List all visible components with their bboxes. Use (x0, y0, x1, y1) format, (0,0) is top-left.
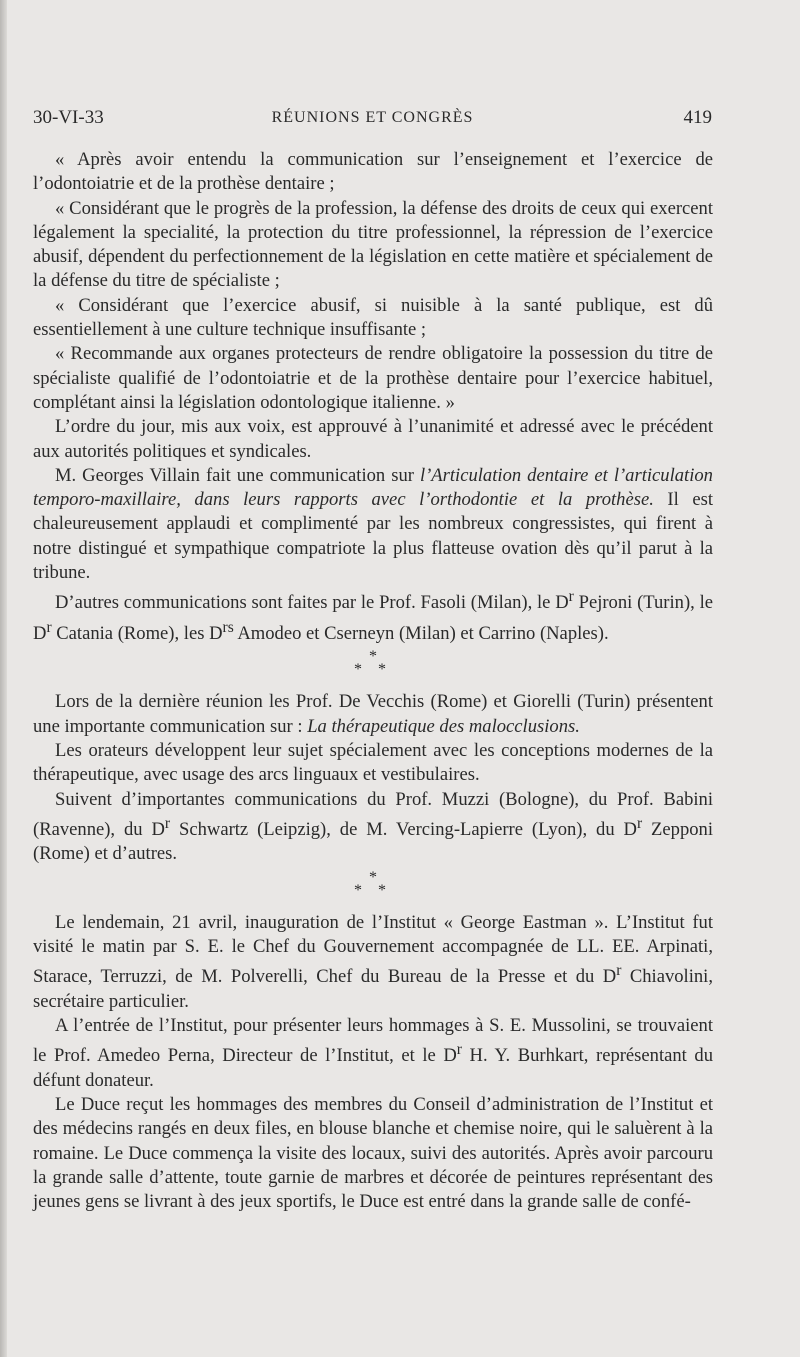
paragraph: « Après avoir entendu la communication sur l’enseignement et l’exercice de l’odontoiatrie et de la prothèse dentaire ; (33, 149, 713, 195)
text: Il est chaleureusement applaudi et complimenté par les nombreux congressistes, qui firent à notre distingué et sympathique compatriote la plus flatteuse ovation dès qu’il parut à la tribune. (33, 489, 713, 584)
asterism-top: * (369, 648, 377, 666)
page-body (33, 148, 713, 1215)
superscript: r (568, 588, 574, 606)
page-number: 419 (683, 107, 712, 128)
text: Catania (Rome), les D (51, 623, 223, 645)
paragraph-villain (33, 464, 713, 585)
text: Le lendemain, 21 avril, inauguration de l’Institut « George Eastman ». L’Institut fut visité le matin par S. E. le Chef du Gouvernement accompagnée de LL. EE. Arpinati, Starace, Terruzzi, de M. Polverelli, Chef du Bureau de la Presse et du D (33, 911, 713, 988)
superscript: r (46, 618, 52, 636)
asterism-bottom: * * (354, 661, 392, 679)
paragraph: « Considérant que l’exercice abusif, si nuisible à la santé publique, est dû essentiellement à une culture technique insuffisante ; (33, 294, 713, 341)
article-title: La thérapeutique des malocclusions. (307, 715, 580, 737)
paragraph: « Recommande aux organes protecteurs de rendre obligatoire la possession du titre de spécialiste qualifié de l’odontoiatrie et de la prothèse dentaire pour l’exercice habituel, complétant ainsi la législation odontologique italienne. » (33, 343, 713, 413)
paragraph: Les orateurs développent leur sujet spécialement avec les conceptions modernes de la thérapeutique, avec usage des arcs linguaux et vestibulaires. (33, 739, 713, 786)
superscript: r (636, 814, 643, 832)
text: Chiavolini, secrétaire particulier. (33, 966, 713, 1012)
header-date: 30-VI-33 (33, 107, 104, 128)
running-header (33, 107, 712, 137)
text: A l’entrée de l’Institut, pour présenter leurs hommages à S. E. Mussolini, se trouvaient le Prof. Amedeo Perna, Directeur de l’Institut, et le D (33, 1014, 713, 1067)
paragraph-vecchis (33, 690, 713, 739)
paragraph-entree (33, 1014, 713, 1093)
text: Lors de la dernière réunion les Prof. De Vecchis (Rome) et Giorelli (Turin) présentent une importante communication sur : (33, 691, 713, 737)
text: Schwartz (Leipzig), de M. Vercing-Lapierre (Lyon), du D (170, 818, 637, 840)
text: Pejroni (Turin), le D (33, 592, 713, 645)
superscript: r (456, 1041, 462, 1059)
paragraph: Le Duce reçut les hommages des membres du Conseil d’administration de l’Institut et des médecins rangés en deux files, en blouse blanche et chemise noire, qui le saluèrent à la romaine. Le Duce commença la visite des locaux, suivi des autorités. Après avoir parcouru la grande salle d’attente, toute garnie de marbres et décorée de peintures représentant des jeunes gens se livrant à des jeux sportifs, le Duce est entré dans la grande salle de confé- (33, 1094, 713, 1213)
text: Amodeo et Cserneyn (Milan) et Carrino (Naples). (233, 623, 609, 645)
text: M. Georges Villain fait une communication sur (55, 464, 420, 486)
section-separator (33, 868, 713, 899)
paragraph: « Considérant que le progrès de la profession, la défense des droits de ceux qui exercent légalement la specialité, la protection du titre professionnel, la répression de l’exercice abusif, dépendent du perfectionnement de la législation en cette matière et spécialement de la défense du titre de spécialiste ; (33, 197, 713, 292)
header-title: RÉUNIONS ET CONGRÈS (271, 109, 474, 126)
text: Suivent d’importantes communications du Prof. Muzzi (Bologne), du Prof. Babini (Ravenne), du D (33, 788, 713, 840)
paragraph-lendemain (33, 911, 713, 1014)
text: Zepponi (Rome) et d’autres. (33, 818, 714, 865)
asterism-top: * (369, 868, 377, 886)
superscript: rs (222, 618, 234, 636)
text: D’autres communications sont faites par le Prof. Fasoli (Milan), le D (55, 592, 569, 614)
page-edge (0, 0, 7, 1357)
superscript: r (164, 814, 171, 832)
paragraph-suivent (33, 788, 713, 867)
paragraph: L’ordre du jour, mis aux voix, est approuvé à l’unanimité et adressé avec le précédent aux autorités politiques et syndicales. (33, 416, 713, 462)
superscript: r (616, 962, 622, 980)
paragraph-autres (33, 585, 713, 646)
text: H. Y. Burhkart, représentant du défunt donateur. (33, 1045, 714, 1091)
asterism-bottom: * * (354, 881, 392, 899)
article-title: l’Articulation dentaire et l’articulation temporo-maxillaire, dans leurs rapports avec l’orthodontie et la prothèse. (33, 464, 713, 511)
section-separator (33, 648, 713, 679)
